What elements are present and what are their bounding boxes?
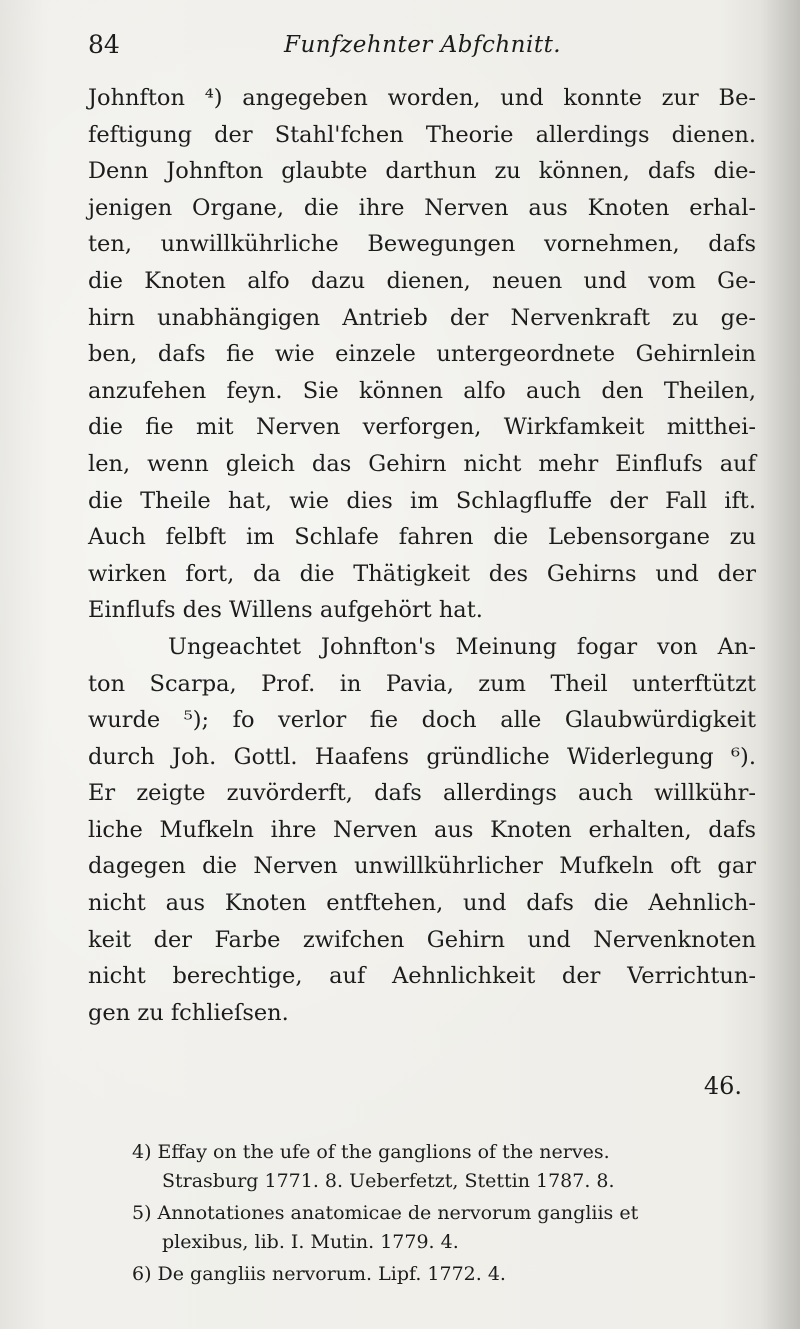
text-line: dagegen die Nerven unwillkührlicher Mufkeln oft gar	[88, 853, 756, 880]
text-line: feftigung der Stahl'fchen Theorie allerdings dienen.	[88, 121, 756, 148]
text-line: Ungeachtet Johnfton's Meinung fogar von An-	[168, 633, 756, 660]
text-line: liche Mufkeln ihre Nerven aus Knoten erhalten, dafs	[88, 816, 756, 843]
text-line: wurde ⁵); fo verlor fie doch alle Glaubwürdigkeit	[88, 707, 756, 734]
text-line: jenigen Organe, die ihre Nerven aus Knoten erhal-	[88, 194, 756, 221]
text-line: die Theile hat, wie dies im Schlagfluffe der Fall ift.	[88, 487, 756, 514]
text-line: Er zeigte zuvörderft, dafs allerdings auch willkühr-	[88, 780, 756, 807]
text-line: Johnfton ⁴) angegeben worden, und konnte zur Be-	[88, 85, 756, 111]
text-line: keit der Farbe zwifchen Gehirn und Nervenknoten	[88, 926, 756, 953]
text-line: ten, unwillkührliche Bewegungen vornehmen, dafs	[88, 231, 756, 258]
text-line: ton Scarpa, Prof. in Pavia, zum Theil unterftützt	[88, 670, 756, 697]
text-line: Denn Johnfton glaubte darthun zu können, dafs die-	[88, 158, 756, 185]
footnote-6-line: 6) De gangliis nervorum. Lipf. 1772. 4.	[132, 1263, 506, 1285]
body-text	[88, 80, 756, 1031]
footnote-4-line: Strasburg 1771. 8. Ueberfetzt, Stettin 1787. 8.	[162, 1170, 615, 1192]
text-line: durch Joh. Gottl. Haafens gründliche Widerlegung ⁶).	[88, 743, 756, 770]
text-line: nicht aus Knoten entftehen, und dafs die Aehnlich-	[88, 890, 756, 917]
text-line: hirn unabhängigen Antrieb der Nervenkraft zu ge-	[88, 304, 756, 331]
page-edge-shadow	[760, 0, 800, 1329]
section-number: 46.	[703, 1072, 742, 1100]
footnotes	[132, 1138, 756, 1289]
text-line: nicht berechtige, auf Aehnlichkeit der Verrichtun-	[88, 963, 756, 990]
text-line: gen zu fchlieſsen.	[88, 999, 289, 1026]
text-line: wirken fort, da die Thätigkeit des Gehirns und der	[88, 560, 756, 587]
page-header	[88, 30, 648, 70]
text-line: Auch felbft im Schlafe fahren die Lebensorgane zu	[88, 524, 756, 551]
text-line: ben, dafs fie wie einzele untergeordnete Gehirnlein	[88, 341, 756, 368]
footnote-5-line: 5) Annotationes anatomicae de nervorum gangliis et	[132, 1202, 639, 1224]
page-number: 84	[88, 30, 120, 59]
text-line: anzufehen feyn. Sie können alfo auch den Theilen,	[88, 377, 756, 404]
text-line: len, wenn gleich das Gehirn nicht mehr Einflufs auf	[88, 450, 756, 477]
text-line: die fie mit Nerven verforgen, Wirkfamkeit mitthei-	[88, 414, 756, 441]
text-line: Einflufs des Willens aufgehört hat.	[88, 597, 483, 624]
running-head: Funfzehnter Abfchnitt.	[284, 32, 562, 58]
footnote-5-line: plexibus, lib. I. Mutin. 1779. 4.	[162, 1231, 459, 1253]
footnote-4-line: 4) Effay on the ufe of the ganglions of the nerves.	[132, 1141, 610, 1163]
text-line: die Knoten alfo dazu dienen, neuen und vom Ge-	[88, 267, 756, 294]
